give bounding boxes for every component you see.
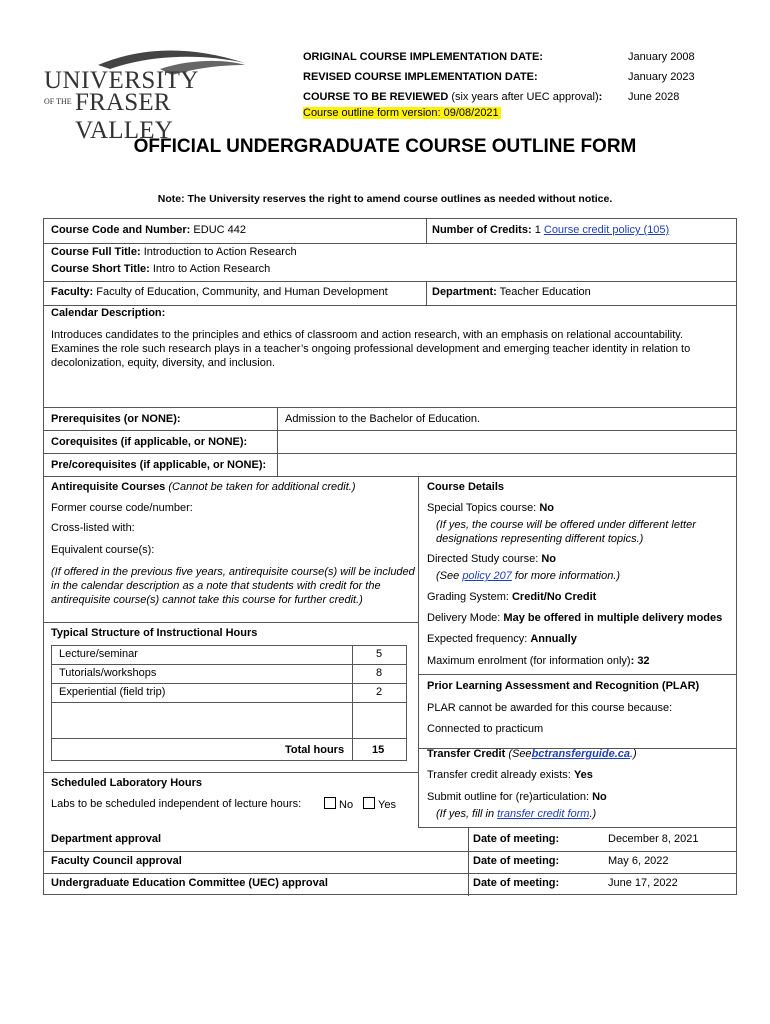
directed-note-post: for more information.) [514,570,621,582]
enrolment-row [427,655,650,667]
transfer-submit-note [436,808,596,820]
approval-3-date-label: Date of meeting: [473,877,560,889]
review-date-label: COURSE TO BE REVIEWED [303,91,449,103]
coreq-label: Corequisites (if applicable, or NONE): [51,436,248,448]
bctransferguide-link[interactable]: bctransferguide.ca [531,748,630,760]
lab-yes-option[interactable] [363,797,396,811]
hours-row-1-name: Lecture/seminar [59,648,138,660]
logo-line-2: FRASER VALLEY [75,89,173,144]
hours-row-2-value: 8 [376,667,383,679]
hours-row-3-value: 2 [376,686,383,698]
university-logo [40,45,260,144]
credits-label: Number of Credits: [432,224,532,236]
short-title-value: Intro to Action Research [152,263,271,275]
submit-note-pre: (If yes, fill in [436,808,495,820]
special-topics-note: (If yes, the course will be offered under different letter designations representing different topics.) [436,519,696,545]
plar-reason: Connected to practicum [427,723,544,735]
enrolment-label: Maximum enrolment (for information only) [427,655,631,667]
review-date-note: (six years after UEC approval) [451,91,599,103]
policy-207-link[interactable]: policy 207 [462,570,512,582]
original-date-value: January 2008 [628,51,695,63]
transfer-note-pre: (See [508,748,532,760]
full-title-row [51,246,297,258]
hours-row-3-name: Experiential (field trip) [59,686,166,698]
approval-3-date: June 17, 2022 [608,877,678,889]
directed-study-row [427,553,556,565]
review-date-row [303,91,602,103]
special-topics-row [427,502,554,514]
full-title-label: Course Full Title: [51,246,141,258]
calendar-description: Introduces candidates to the principles and ethics of classroom and action research, with an emphasis on relational accountability. Examines the role such research plays in a teacher’s ongoing professional development and emerging teacher identity in relation to decolonization, equity, diversity, and inclusion. [51,329,691,369]
lab-label: Scheduled Laboratory Hours [51,777,202,789]
faculty-label: Faculty: [51,286,94,298]
department-label: Department: [432,286,497,298]
grading-row [427,591,596,603]
antireq-heading [51,481,355,493]
course-outline-table [43,218,737,895]
lab-no-checkbox[interactable] [324,797,336,809]
revised-date-value: January 2023 [628,71,695,83]
faculty-cell [51,286,388,298]
course-code-value: EDUC 442 [193,224,246,236]
special-topics-label: Special Topics course: [427,502,537,514]
course-code-label: Course Code and Number: [51,224,191,236]
department-value: Teacher Education [499,286,591,298]
cross-listed-label: Cross-listed with: [51,522,135,534]
hours-row-2-name: Tutorials/workshops [59,667,157,679]
lab-yes-checkbox[interactable] [363,797,375,809]
transfer-note-post: .) [629,748,637,760]
approval-1-date: December 8, 2021 [608,833,699,845]
transfer-exists-value: Yes [573,769,593,781]
antireq-label-note: (Cannot be taken for additional credit.) [168,481,356,493]
directed-note-pre: (See [436,570,460,582]
calendar-label: Calendar Description: [51,307,166,319]
grading-value: Credit/No Credit [511,591,597,603]
total-hours-value: 15 [372,744,385,756]
delivery-label: Delivery Mode: [427,612,501,624]
enrolment-value: 32 [637,655,650,667]
full-title-value: Introduction to Action Research [143,246,297,258]
lab-question: Labs to be scheduled independent of lecture hours: [51,798,302,810]
delivery-row [427,612,722,624]
structure-label: Typical Structure of Instructional Hours [51,627,258,639]
form-version: Course outline form version: 09/08/2021 [303,107,499,119]
submit-note-post: .) [589,808,597,820]
equivalent-course-label: Equivalent course(s): [51,544,155,556]
revised-date-label: REVISED COURSE IMPLEMENTATION DATE: [303,71,538,83]
details-label: Course Details [427,481,505,493]
former-course-label: Former course code/number: [51,502,193,514]
special-topics-value: No [539,502,554,514]
transfer-submit-row [427,791,607,803]
antireq-label: Antirequisite Courses [51,481,166,493]
page-note: Note: The University reserves the right to amend course outlines as needed without notice. [157,193,613,205]
directed-study-note [436,570,620,582]
hours-table [51,645,407,761]
grading-label: Grading System: [427,591,509,603]
short-title-row [51,263,270,275]
review-date-value: June 2028 [628,91,680,103]
approval-2-label: Faculty Council approval [51,855,182,867]
delivery-value: May be offered in multiple delivery modes [503,612,723,624]
prereq-value: Admission to the Bachelor of Education. [285,413,481,425]
department-cell [432,286,591,298]
hours-row-1-value: 5 [376,648,383,660]
review-date-colon: : [598,91,603,103]
credit-policy-link[interactable]: Course credit policy (105) [543,224,670,236]
approval-1-date-label: Date of meeting: [473,833,560,845]
plar-label: Prior Learning Assessment and Recognition (PLAR) [427,680,700,692]
frequency-row [427,633,577,645]
approval-2-date-label: Date of meeting: [473,855,560,867]
transfer-exists-label: Transfer credit already exists: [427,769,571,781]
lab-no-option[interactable] [324,797,353,811]
enrolment-colon: : [630,655,635,667]
transfer-exists-row [427,769,593,781]
frequency-value: Annually [530,633,577,645]
transfer-label: Transfer Credit [427,748,506,760]
approval-2-date: May 6, 2022 [608,855,669,867]
logo-of-the: OF THE [44,97,72,106]
total-hours-label: Total hours [285,744,345,756]
credits-cell [432,224,669,236]
precoreq-label: Pre/corequisites (if applicable, or NONE): [51,459,267,471]
directed-study-value: No [541,553,557,565]
directed-study-label: Directed Study course: [427,553,539,565]
prereq-label: Prerequisites (or NONE): [51,413,181,425]
faculty-value: Faculty of Education, Community, and Human Development [96,286,388,298]
lab-yes-label: Yes [378,799,396,811]
short-title-label: Course Short Title: [51,263,150,275]
antireq-note: (If offered in the previous five years, antirequisite course(s) will be included in the calendar description as a note that students with credit for the antirequisite course(s) cannot take this course for further credit.) [51,566,415,606]
logo-line-1: UNIVERSITY [44,67,199,94]
transfer-submit-value: No [592,791,607,803]
credits-value: 1 [534,224,541,236]
transfer-credit-form-link[interactable]: transfer credit form [497,808,590,820]
transfer-submit-label: Submit outline for (re)articulation: [427,791,590,803]
lab-no-label: No [339,799,354,811]
approval-3-label: Undergraduate Education Committee (UEC) approval [51,877,328,889]
page-title: OFFICIAL UNDERGRADUATE COURSE OUTLINE FORM [133,136,637,157]
frequency-label: Expected frequency: [427,633,528,645]
transfer-heading [427,748,637,760]
course-code-cell [51,224,246,236]
approval-1-label: Department approval [51,833,162,845]
original-date-label: ORIGINAL COURSE IMPLEMENTATION DATE: [303,51,543,63]
plar-text: PLAR cannot be awarded for this course because: [427,702,673,714]
